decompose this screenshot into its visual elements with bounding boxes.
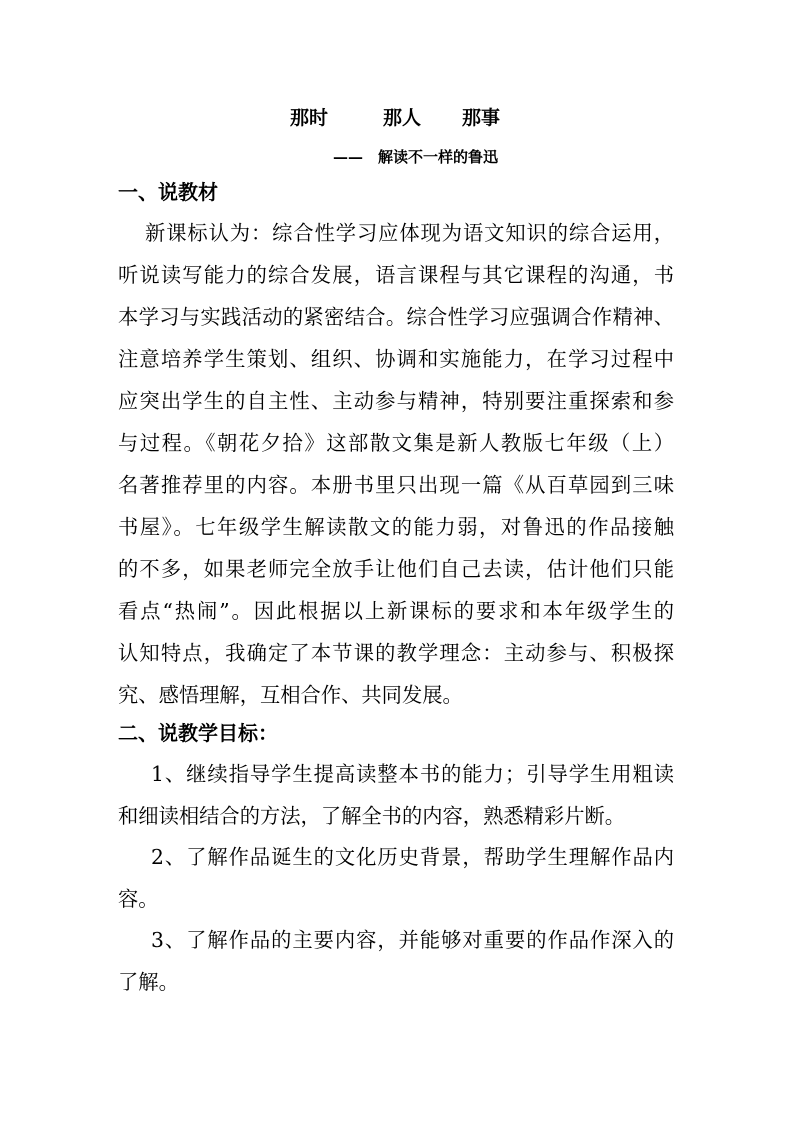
- goal-item-2: [118, 837, 674, 920]
- paragraph-line: 名著推荐里的内容。本册书里只出现一篇《从百草园到三味: [118, 473, 674, 497]
- paragraph-line: 的不多，如果老师完全放手让他们自己去读，估计他们只能: [118, 557, 674, 581]
- title-part-3: 那事: [462, 107, 501, 129]
- goal-item-3: [118, 920, 674, 1003]
- paragraph-line: 究、感悟理解，互相合作、共同发展。: [118, 683, 463, 707]
- goal-line: 容。: [118, 886, 159, 911]
- paragraph-line: 认知特点，我确定了本节课的教学理念：主动参与、积极探: [118, 641, 674, 665]
- title-part-1: 那时: [290, 107, 329, 129]
- goal-line: 了解。: [118, 969, 179, 994]
- goal-item-1: [118, 754, 674, 837]
- paragraph-line: 听说读写能力的综合发展，语言课程与其它课程的沟通，书: [118, 263, 674, 287]
- goal-line: 3、了解作品的主要内容，并能够对重要的作品作深入的: [151, 928, 674, 953]
- paragraph-line: 与过程。《朝花夕拾》这部散文集是新人教版七年级（上）: [118, 431, 674, 455]
- section-paragraph: [118, 212, 674, 716]
- goal-line: 2、了解作品诞生的文化历史背景，帮助学生理解作品内: [151, 845, 674, 870]
- section-heading-teaching-goals: 二、说教学目标：: [118, 721, 278, 745]
- paragraph-line: 书屋》。七年级学生解读散文的能力弱，对鲁迅的作品接触: [118, 515, 674, 539]
- teaching-goals-list: [118, 754, 674, 1004]
- paragraph-line: 应突出学生的自主性、主动参与精神，特别要注重探索和参: [118, 389, 674, 413]
- subtitle-dash: ——: [333, 148, 363, 166]
- goal-line: 和细读相结合的方法，了解全书的内容，熟悉精彩片断。: [118, 803, 626, 828]
- paragraph-line: 新课标认为：综合性学习应体现为语文知识的综合运用，: [145, 221, 674, 245]
- paragraph-line: 注意培养学生策划、组织、协调和实施能力，在学习过程中: [118, 347, 674, 371]
- paragraph-line: 本学习与实践活动的紧密结合。综合性学习应强调合作精神、: [118, 305, 674, 329]
- paragraph-line: 看点“热闹”。因此根据以上新课标的要求和本年级学生的: [118, 599, 674, 623]
- section-heading-teaching-material: 一、说教材: [118, 180, 218, 204]
- subtitle-text: 解读不一样的鲁迅: [378, 148, 499, 166]
- goal-line: 1、继续指导学生提高读整本书的能力；引导学生用粗读: [151, 762, 674, 786]
- title-part-2: 那人: [383, 107, 422, 129]
